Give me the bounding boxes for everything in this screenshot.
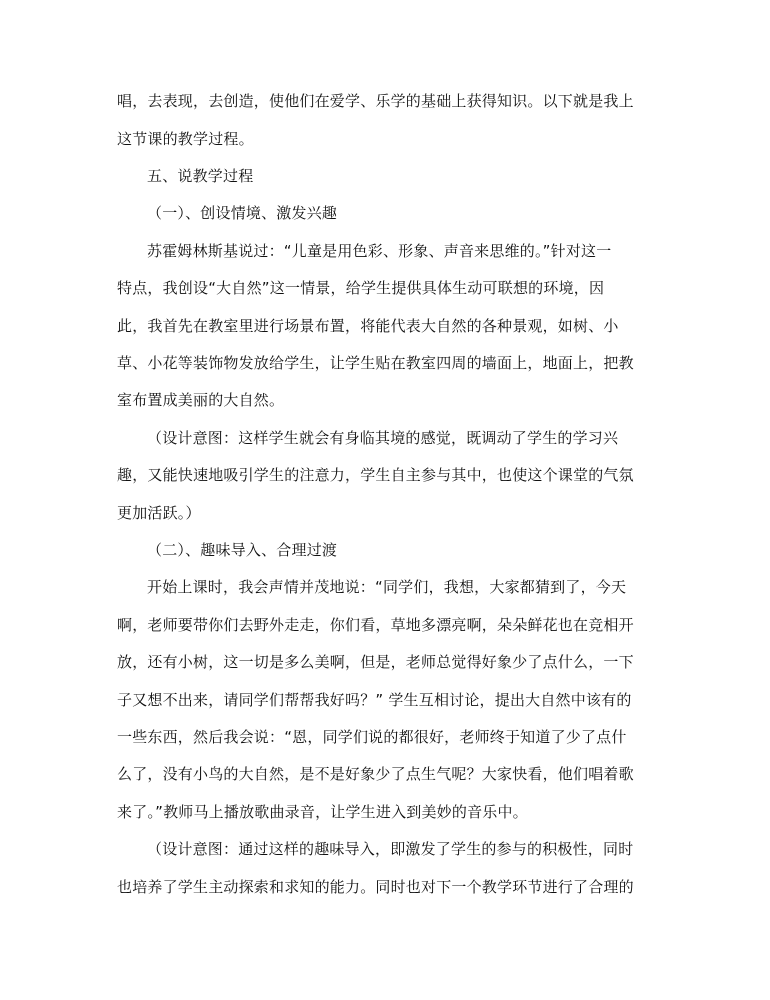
text-line: 么了，没有小鸟的大自然，是不是好象少了点生气呢？大家快看，他们唱着歌 [117,765,634,783]
text-line: 更加活跃。） [117,504,201,522]
text-line: 开始上课时，我会声情并茂地说：“同学们，我想，大家都猜到了，今天 [147,578,627,596]
text-line: 草、小花等装饰物发放给学生，让学生贴在教室四周的墙面上，地面上，把教 [117,354,634,372]
subsection-heading: （二）、趣味导入、合理过渡 [147,541,338,559]
design-intent-text: （设计意图：这样学生就会有身临其境的感觉，既调动了学生的学习兴 [147,429,619,447]
design-intent-text: （设计意图：通过这样的趣味导入，即激发了学生的参与的积极性，同时 [147,840,634,858]
text-line: 也培养了学生主动探索和求知的能力。同时也对下一个教学环节进行了合理的 [117,878,634,896]
text-line: 特点，我创设“大自然”这一情景，给学生提供具体生动可联想的环境，因 [117,279,605,297]
text-line: 趣，又能快速地吸引学生的注意力，学生自主参与其中，也使这个课堂的气氛 [117,466,634,484]
text-line: 室布置成美丽的大自然。 [117,391,285,409]
subsection-heading: （一）、创设情境、激发兴趣 [147,204,338,222]
text-line: 放，还有小树，这一切是多么美啊，但是，老师总觉得好象少了点什么，一下 [117,653,634,671]
text-line: 一些东西，然后我会说：“恩，同学们说的都很好，老师终于知道了少了点什 [117,728,627,746]
text-line: 苏霍姆林斯基说过：“儿童是用色彩、形象、声音来思维的。”针对这一 [147,242,612,260]
text-line: 啊，老师要带你们去野外走走，你们看，草地多漂亮啊，朵朵鲜花也在竞相开 [117,616,634,634]
text-line: 子又想不出来，请同学们帮帮我好吗？” 学生互相讨论，提出大自然中该有的 [117,691,632,709]
text-line: 这节课的教学过程。 [117,130,254,148]
text-line: 来了。”教师马上播放歌曲录音，让学生进入到美妙的音乐中。 [117,803,528,821]
section-heading: 五、说教学过程 [147,167,254,185]
text-line: 此，我首先在教室里进行场景布置，将能代表大自然的各种景观，如树、小 [117,317,619,335]
text-line: 唱，去表现，去创造，使他们在爱学、乐学的基础上获得知识。以下就是我上 [117,92,634,110]
